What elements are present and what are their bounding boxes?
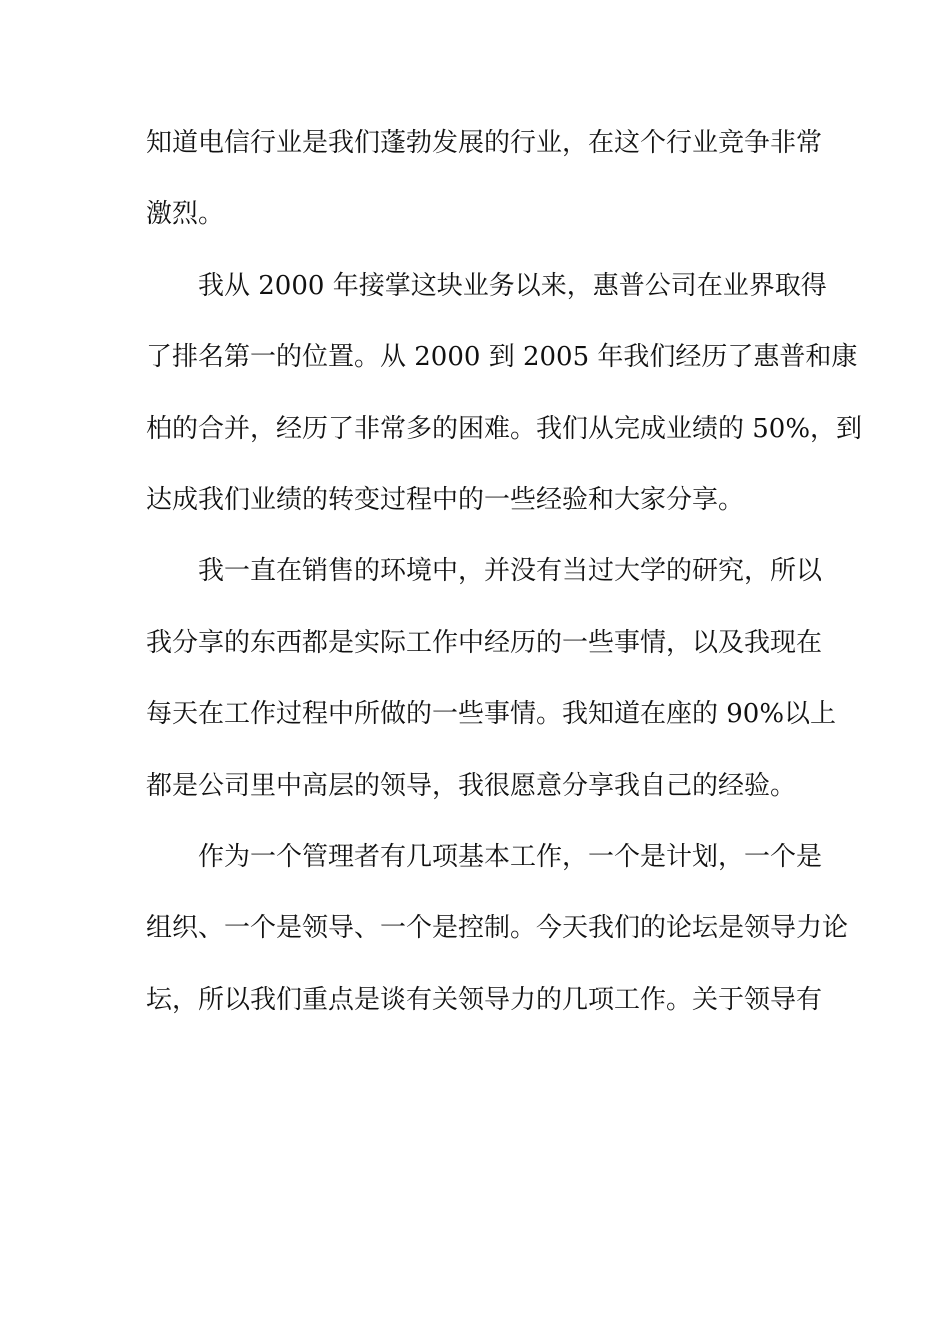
text-line: 都是公司里中高层的领导，我很愿意分享我自己的经验。 [146,770,797,801]
text-line: 作为一个管理者有几项基本工作，一个是计划，一个是 [198,841,823,872]
text-line: 我一直在销售的环境中，并没有当过大学的研究，所以 [198,556,823,587]
text-line: 激烈。 [146,199,225,230]
text-line: 达成我们业绩的转变过程中的一些经验和大家分享。 [146,484,745,515]
text-line: 组织、一个是领导、一个是控制。今天我们的论坛是领导力论 [146,913,849,944]
text-line: 我从 2000 年接掌这块业务以来，惠普公司在业界取得 [198,270,827,301]
text-line: 知道电信行业是我们蓬勃发展的行业，在这个行业竞争非常 [146,128,823,158]
body-text [146,118,863,1046]
text-line: 坛，所以我们重点是谈有关领导力的几项工作。关于领导有 [146,984,823,1015]
text-line: 我分享的东西都是实际工作中经历的一些事情，以及我现在 [146,627,823,658]
text-line: 了排名第一的位置。从 2000 到 2005 年我们经历了惠普和康 [146,342,858,373]
text-line: 柏的合并，经历了非常多的困难。我们从完成业绩的 50%，到 [146,413,863,444]
text-line: 每天在工作过程中所做的一些事情。我知道在座的 90%以上 [146,699,837,730]
